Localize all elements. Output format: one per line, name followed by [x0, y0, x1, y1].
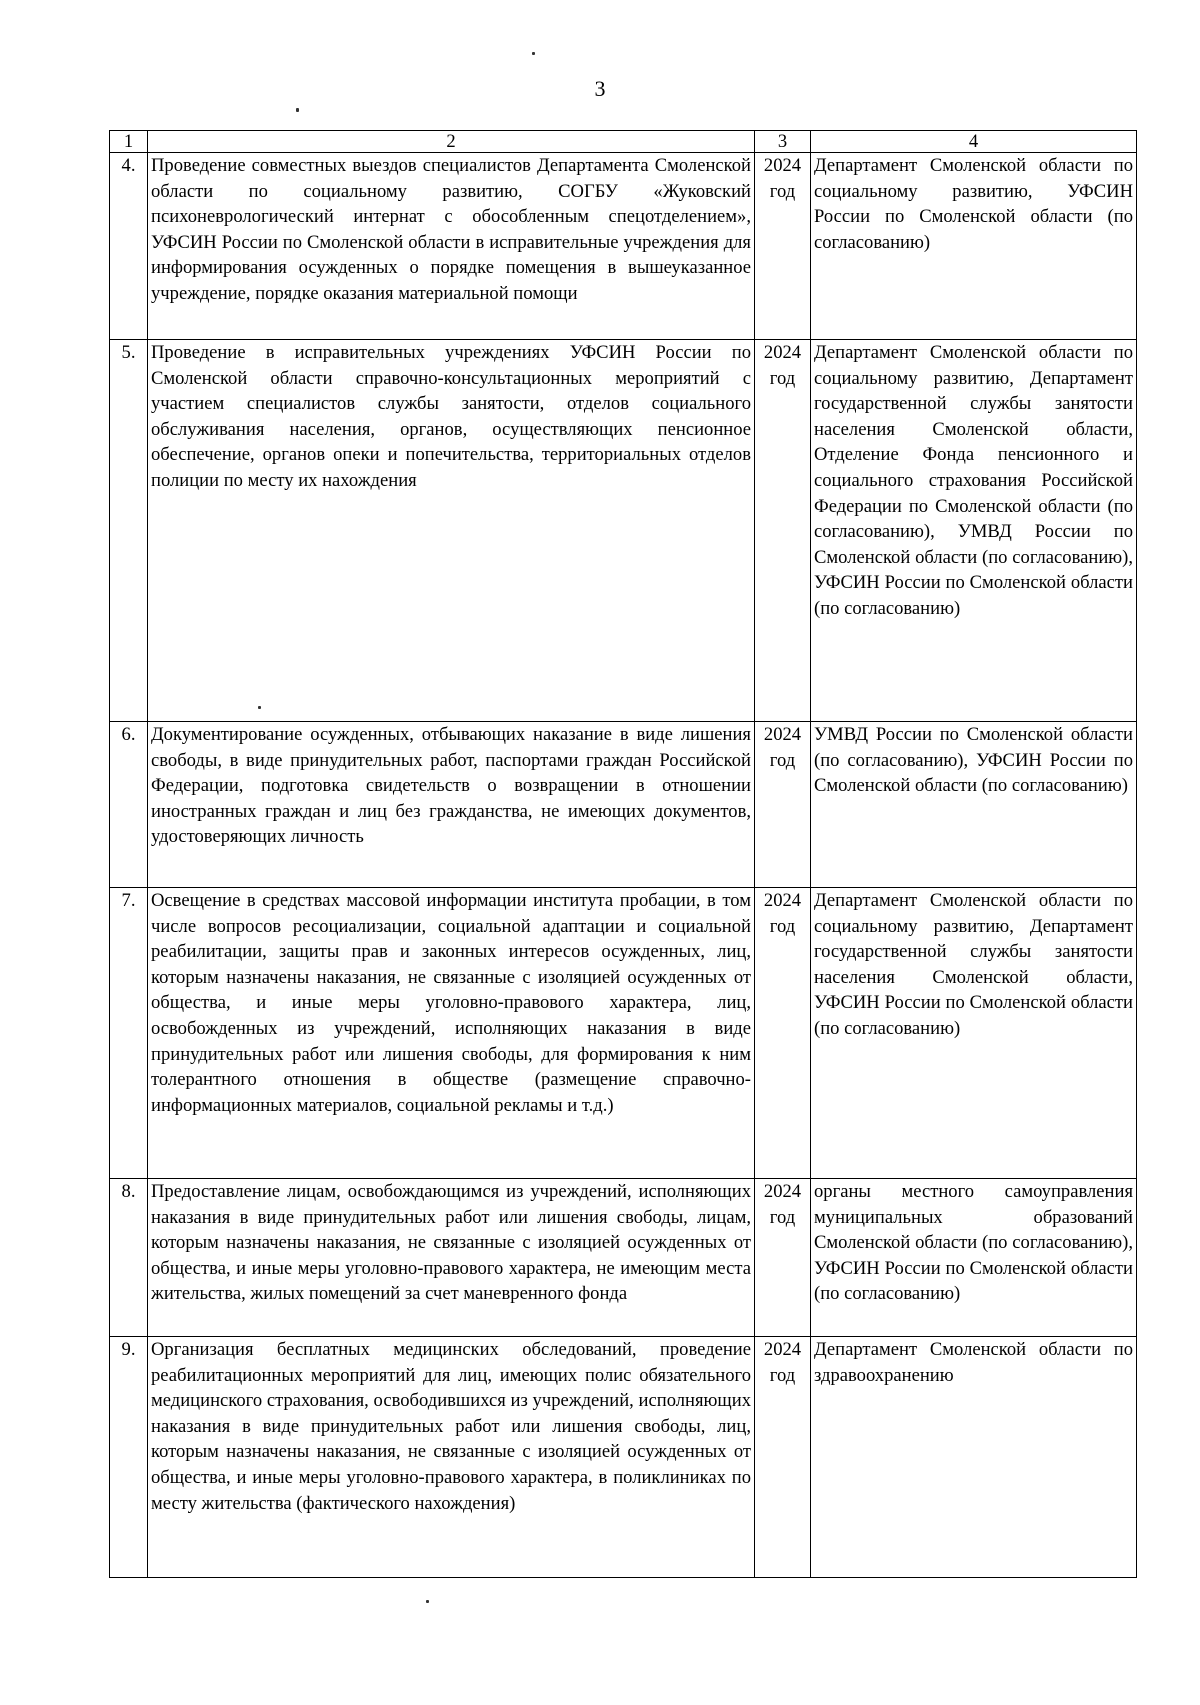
responsible-executors: Департамент Смоленской области по социальному развитию, Департамент государственной службы занятости населения Смоленской области, Отделение Фонда пенсионного и социального страхования Российской Федерации по Смоленской области (по согласованию), УМВД России по Смоленской области (по согласованию), УФСИН России по Смоленской области (по согласованию)	[811, 340, 1137, 722]
scan-speck	[532, 52, 535, 55]
table-row	[110, 153, 1137, 340]
measure-year: 2024 год	[755, 722, 811, 888]
header-col-3: 3	[755, 131, 811, 153]
header-col-2: 2	[148, 131, 755, 153]
measure-description: Организация бесплатных медицинских обследований, проведение реабилитационных мероприятий для лиц, имеющих полис обязательного медицинского страхования, освободившихся из учреждений, исполняющих наказания в виде принудительных работ или лишения свободы, лиц, которым назначены наказания, не связанные с изоляцией осужденных от общества, и иные меры уголовно-правового характера, в поликлиниках по месту жительства (фактического нахождения)	[148, 1337, 755, 1578]
measure-description: Освещение в средствах массовой информации института пробации, в том числе вопросов ресоциализации, социальной адаптации и социальной реабилитации, защиты прав и законных интересов осужденных, лиц, которым назначены наказания, не связанные с изоляцией осужденных от общества, и иные меры уголовно-правового характера, лиц, освобожденных из учреждений, исполняющих наказания в виде принудительных работ или лишения свободы, для формирования к ним толерантного отношения в обществе (размещение справочно-информационных материалов, социальной рекламы и т.д.)	[148, 888, 755, 1179]
table-row	[110, 888, 1137, 1179]
row-number: 5.	[110, 340, 148, 722]
row-number: 6.	[110, 722, 148, 888]
measure-year: 2024 год	[755, 153, 811, 340]
scan-speck	[296, 108, 299, 112]
table-row	[110, 722, 1137, 888]
table-header-row	[110, 131, 1137, 153]
row-number: 9.	[110, 1337, 148, 1578]
row-number: 4.	[110, 153, 148, 340]
responsible-executors: Департамент Смоленской области по здравоохранению	[811, 1337, 1137, 1578]
table-row	[110, 340, 1137, 722]
measure-description: Проведение в исправительных учреждениях УФСИН России по Смоленской области справочно-консультационных мероприятий с участием специалистов службы занятости, отделов социального обслуживания населения, органов, осуществляющих пенсионное обеспечение, органов опеки и попечительства, территориальных отделов полиции по месту их нахождения	[148, 340, 755, 722]
table-row	[110, 1337, 1137, 1578]
measure-description: Проведение совместных выездов специалистов Департамента Смоленской области по социальному развитию, СОГБУ «Жуковский психоневрологический интернат с обособленным спецотделением», УФСИН России по Смоленской области в исправительные учреждения для информирования осужденных о порядке помещения в вышеуказанное учреждение, порядке оказания материальной помощи	[148, 153, 755, 340]
page-number: 3	[594, 76, 606, 101]
measure-year: 2024 год	[755, 1179, 811, 1337]
scan-speck	[426, 1600, 429, 1603]
measure-description: Документирование осужденных, отбывающих наказание в виде лишения свободы, в виде принудительных работ, паспортами граждан Российской Федерации, подготовка свидетельств о возвращении в отношении иностранных граждан и лиц без гражданства, не имеющих документов, удостоверяющих личность	[148, 722, 755, 888]
header-col-4: 4	[811, 131, 1137, 153]
measure-description: Предоставление лицам, освобождающимся из учреждений, исполняющих наказания в виде принудительных работ или лишения свободы, лицам, которым назначены наказания, не связанные с изоляцией осужденных от общества, и иные меры уголовно-правового характера, не имеющим места жительства, жилых помещений за счет маневренного фонда	[148, 1179, 755, 1337]
measure-year: 2024 год	[755, 888, 811, 1179]
responsible-executors: органы местного самоуправления муниципальных образований Смоленской области (по согласованию), УФСИН России по Смоленской области (по согласованию)	[811, 1179, 1137, 1337]
row-number: 8.	[110, 1179, 148, 1337]
row-number: 7.	[110, 888, 148, 1179]
header-col-1: 1	[110, 131, 148, 153]
table-row	[110, 1179, 1137, 1337]
measure-year: 2024 год	[755, 340, 811, 722]
measures-table	[109, 130, 1137, 1578]
responsible-executors: Департамент Смоленской области по социальному развитию, УФСИН России по Смоленской области (по согласованию)	[811, 153, 1137, 340]
responsible-executors: УМВД России по Смоленской области (по согласованию), УФСИН России по Смоленской области (по согласованию)	[811, 722, 1137, 888]
measure-year: 2024 год	[755, 1337, 811, 1578]
responsible-executors: Департамент Смоленской области по социальному развитию, Департамент государственной службы занятости населения Смоленской области, УФСИН России по Смоленской области (по согласованию)	[811, 888, 1137, 1179]
